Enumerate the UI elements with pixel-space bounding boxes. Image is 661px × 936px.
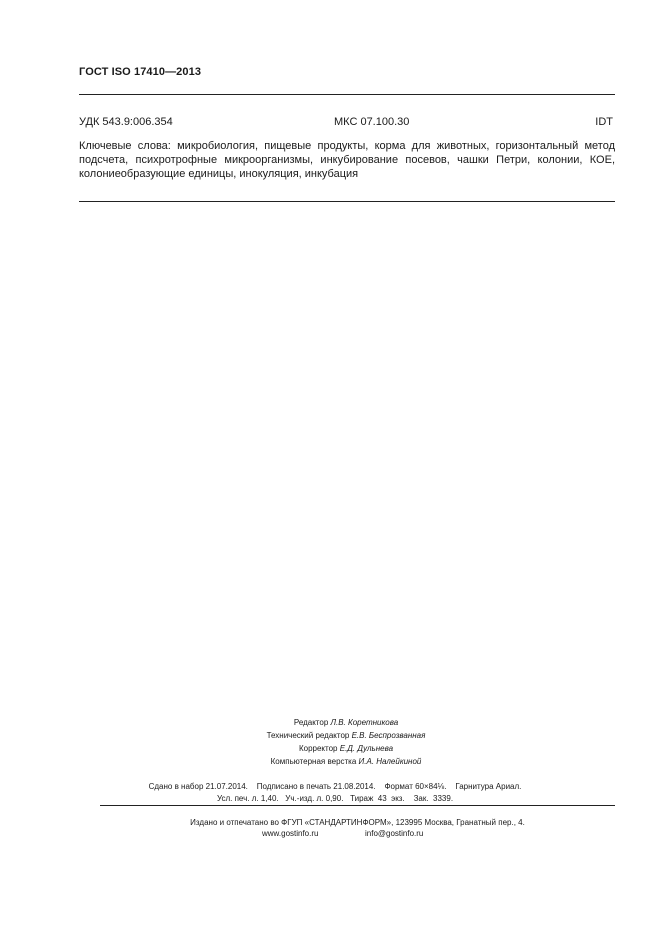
publisher-website: www.gostinfo.ru: [262, 829, 319, 838]
print-info-line-2: Усл. печ. л. 1,40. Уч.-изд. л. 0,90. Тираж 43 экз. Зак. 3339.: [216, 794, 454, 803]
corrector-name: Е.Д. Дульнева: [339, 744, 394, 753]
credit-layout: [190, 755, 502, 768]
publisher-email: info@gostinfo.ru: [365, 829, 424, 838]
top-divider: [79, 94, 615, 95]
keywords-divider: [79, 201, 615, 202]
mks-code: МКС 07.100.30: [334, 116, 410, 128]
editor-label: Редактор: [293, 718, 329, 727]
layout-name: И.А. Налейкиной: [358, 757, 422, 766]
tech-editor-label: Технический редактор: [266, 731, 350, 740]
corrector-label: Корректор: [298, 744, 338, 753]
tech-editor-name: Е.В. Беспрозванная: [351, 731, 426, 740]
credit-corrector: [190, 742, 502, 755]
layout-label: Компьютерная верстка: [270, 757, 357, 766]
standard-code: ГОСТ ISO 17410—2013: [79, 66, 202, 78]
publisher-line: Издано и отпечатано во ФГУП «СТАНДАРТИНФОРМ», 123995 Москва, Гранатный пер., 4.: [190, 818, 525, 827]
credit-tech-editor: [190, 729, 502, 742]
credit-editor: [190, 716, 502, 729]
publisher-divider: [100, 805, 615, 806]
keywords-paragraph: Ключевые слова: микробиология, пищевые продукты, корма для животных, горизонтальный метод подсчета, психротрофные микроорганизмы, инкубирование посевов, чашки Петри, колонии, КОЕ, колониеобразующие единицы, инокуляция, инкубация: [79, 140, 615, 180]
print-info-line-1: Сдано в набор 21.07.2014. Подписано в печать 21.08.2014. Формат 60×84⅛. Гарнитура Ариал.: [148, 782, 522, 791]
editor-name: Л.В. Коретникова: [330, 718, 399, 727]
idt-label: IDT: [595, 116, 613, 128]
udk-code: УДК 543.9:006.354: [79, 116, 173, 128]
